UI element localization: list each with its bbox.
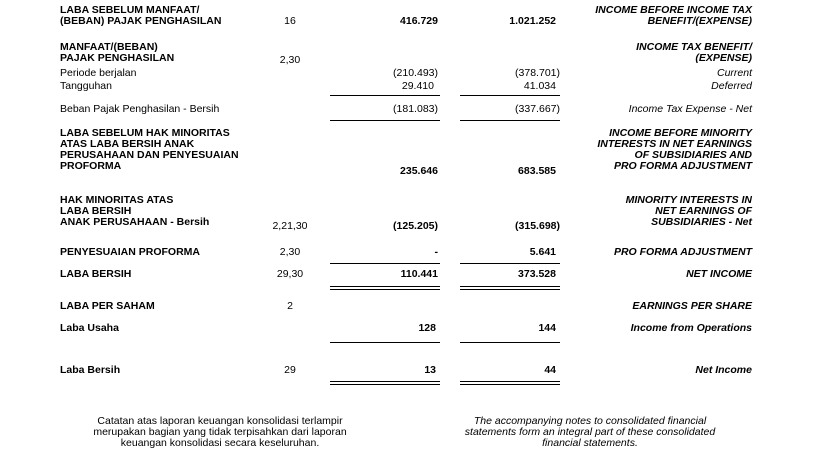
value-current-year: 416.729 <box>400 15 438 27</box>
row-minority-interests-label: HAK MINORITAS ATAS LABA BERSIH ANAK PERUSAHAAN - Bersih <box>60 194 210 228</box>
note-ref: 2,30 <box>279 54 301 66</box>
subtotal-rule <box>330 120 440 121</box>
row-income-before-minority-label-en: INCOME BEFORE MINORITY INTERESTS IN NET EARNINGS OF SUBSIDIARIES AND PRO FORMA ADJUSTMENT <box>597 127 752 172</box>
value-current-year: (210.493) <box>393 67 438 79</box>
row-income-tax-expense-net-label: Beban Pajak Penghasilan - Bersih <box>60 103 220 115</box>
total-double-rule <box>330 384 440 385</box>
row-income-from-operations-label-en: Income from Operations <box>630 322 752 334</box>
value-current-year: 110.441 <box>400 268 438 280</box>
value-prior-year: (378.701) <box>515 67 560 79</box>
row-deferred-label-en: Deferred <box>711 80 752 92</box>
row-deferred-label: Tangguhan <box>60 80 112 92</box>
row-current-label: Periode berjalan <box>60 67 137 79</box>
value-prior-year: 5.641 <box>529 246 556 258</box>
subtotal-rule <box>330 263 440 264</box>
row-income-tax-benefit-label-en: INCOME TAX BENEFIT/ (EXPENSE) <box>636 41 752 64</box>
row-income-tax-expense-net-label-en: Income Tax Expense - Net <box>628 103 752 115</box>
total-double-rule <box>460 289 560 290</box>
subtotal-rule <box>460 120 560 121</box>
total-double-rule <box>460 381 560 382</box>
row-income-tax-benefit-label: MANFAAT/(BEBAN) PAJAK PENGHASILAN <box>60 41 175 64</box>
value-current-year: 128 <box>418 322 436 334</box>
footer-note-id: Catatan atas laporan keuangan konsolidasi terlampir merupakan bagian yang tidak terpisahkan dari laporan keuangan konsolidasi secara keseluruhan. <box>93 415 347 449</box>
row-proforma-adjustment-label-en: PRO FORMA ADJUSTMENT <box>613 246 752 258</box>
total-double-rule <box>460 384 560 385</box>
row-proforma-adjustment-label: PENYESUAIAN PROFORMA <box>60 246 201 258</box>
total-double-rule <box>460 286 560 287</box>
row-earnings-per-share-label: LABA PER SAHAM <box>60 300 155 312</box>
row-minority-interests-label-en: MINORITY INTERESTS IN NET EARNINGS OF SUBSIDIARIES - Net <box>625 194 752 228</box>
note-ref: 2,30 <box>279 246 301 258</box>
total-double-rule <box>330 289 440 290</box>
note-ref: 2 <box>287 300 293 312</box>
value-prior-year: 683.585 <box>518 165 556 177</box>
row-net-income-label-en: NET INCOME <box>686 268 752 280</box>
value-current-year: (125.205) <box>393 220 438 232</box>
row-net-income-per-share-label: Laba Bersih <box>60 364 121 376</box>
footer-note-en: The accompanying notes to consolidated financial statements form an integral part of these consolidated financial statements. <box>464 415 716 449</box>
value-prior-year: 144 <box>538 322 556 334</box>
row-income-from-operations-label: Laba Usaha <box>60 322 119 334</box>
row-income-before-minority-label: LABA SEBELUM HAK MINORITAS ATAS LABA BERSIH ANAK PERUSAHAAN DAN PENYESUAIAN PROFORMA <box>60 127 239 172</box>
subtotal-rule <box>330 342 440 343</box>
value-current-year: 13 <box>424 364 436 376</box>
total-double-rule <box>330 381 440 382</box>
total-double-rule <box>330 286 440 287</box>
value-prior-year: 41.034 <box>523 80 556 92</box>
subtotal-rule <box>460 263 560 264</box>
note-ref: 2,21,30 <box>272 220 308 232</box>
row-net-income-label: LABA BERSIH <box>60 268 132 280</box>
value-current-year: - <box>434 246 438 258</box>
value-current-year: 235.646 <box>400 165 438 177</box>
value-prior-year: 1.021.252 <box>509 15 556 27</box>
row-current-label-en: Current <box>716 67 752 79</box>
row-income-before-tax-label: LABA SEBELUM MANFAAT/ (BEBAN) PAJAK PENGHASILAN <box>60 4 222 27</box>
value-prior-year: (337.667) <box>515 103 560 115</box>
row-earnings-per-share-label-en: EARNINGS PER SHARE <box>632 300 752 312</box>
note-ref: 16 <box>284 15 296 27</box>
value-current-year: (181.083) <box>393 103 438 115</box>
value-current-year: 29.410 <box>401 80 434 92</box>
value-prior-year: (315.698) <box>515 220 560 232</box>
note-ref: 29 <box>284 364 296 376</box>
subtotal-rule <box>460 342 560 343</box>
subtotal-rule <box>460 95 560 96</box>
note-ref: 29,30 <box>276 268 304 280</box>
row-income-before-tax-label-en: INCOME BEFORE INCOME TAX BENEFIT/(EXPENSE) <box>595 4 752 27</box>
value-prior-year: 373.528 <box>518 268 556 280</box>
subtotal-rule <box>330 95 440 96</box>
row-net-income-per-share-label-en: Net Income <box>695 364 752 376</box>
value-prior-year: 44 <box>544 364 556 376</box>
